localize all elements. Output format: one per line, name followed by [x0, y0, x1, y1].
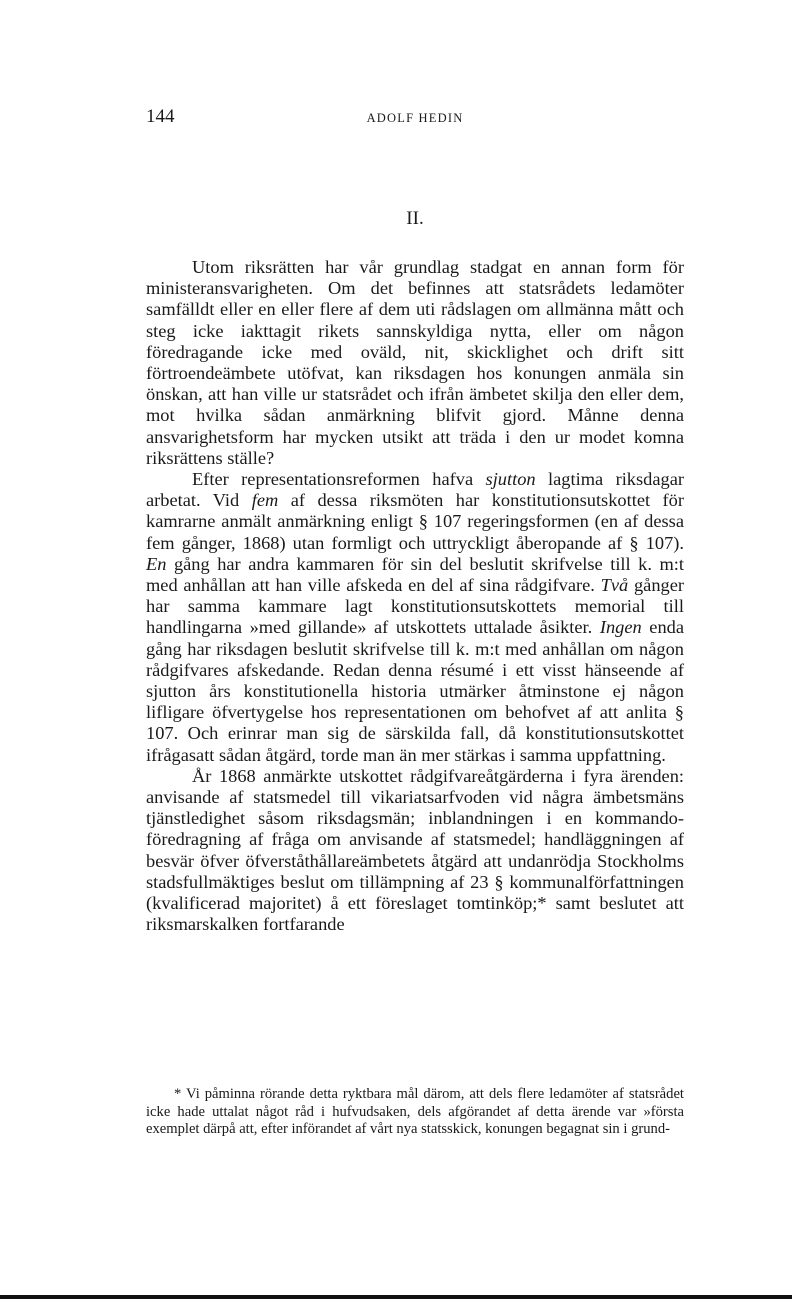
page-number: 144	[146, 106, 175, 127]
body-text	[146, 257, 684, 936]
scan-bottom-edge	[0, 1295, 792, 1299]
emphasis-tva: Två	[600, 575, 629, 596]
paragraph-2-text: enda gång har riksdagen beslutit skrifvelse till k. m:t med anhållan om någon rådgifvares afskedande. Redan denna résumé i ett visst hänseende af sjutton års konstitutionella historia utmärker åtminstone ej någon lifligare öfvertygelse hos representationen om behofvet af att anlita § 107. Och erinrar man sig de särskilda fall, då konstitutionsutskottet ifrågasatt sådan åtgärd, torde man än mer stärkas i samma uppfattning.	[146, 617, 684, 765]
emphasis-en: En	[146, 553, 167, 574]
paragraph-2-text: Efter representationsreformen hafva	[192, 469, 486, 490]
paragraph-2-text: lagtima riksdagar arbetat. Vid	[146, 469, 684, 511]
paragraph-2-text: gånger har samma kammare lagt konstitutionsutskottets memorial till handlingarna »med gillande» af utskottets uttalade åsikter.	[146, 575, 684, 638]
paragraph-2-text: af dessa riksmöten har konstitutionsutskottet för kamrarne anmält anmärkning enligt § 107 regeringsformen (en af dessa fem gånger, 1868) utan formligt och uttryckligt åberopande af § 107).	[146, 490, 684, 553]
running-head: ADOLF HEDIN	[366, 111, 464, 125]
emphasis-fem: fem	[251, 490, 279, 511]
footnote-text: * Vi påminna rörande detta ryktbara mål därom, att dels flere ledamöter af statsrådet icke hade uttalat något råd i hufvudsaken, dels afgörandet af detta ärende var »första exemplet därpå att, efter införandet af vårt nya statsskick, konungen begagnat sin i grund-	[146, 1086, 684, 1138]
paragraph-3: År 1868 anmärkte utskottet rådgifvareåtgärderna i fyra ärenden: anvisande af statsmedel till vikariatsarfvoden vid några ämbetsmäns tjänstledighet såsom riksdagsmän; inblandningen i en kommando-föredragning af fråga om anvisande af statsmedel; handläggningen af besvär öfver öfverståthållareämbetets åtgärd att undanrödja Stockholms stadsfullmäktiges beslut om tillämpning af 23 § kommunalförfattningen (kvalificerad majoritet) å ett föreslaget tomtinköp;* samt beslutet att riksmarskalken fortfarande	[146, 765, 684, 935]
emphasis-sjutton: sjutton	[485, 469, 536, 490]
section-heading: II.	[406, 208, 424, 229]
paragraph-2	[146, 469, 684, 766]
paragraph-2-text: gång har andra kammaren för sin del beslutit skrifvelse till k. m:t med anhållan att han ville afskeda en del af sina rådgifvare.	[146, 553, 684, 596]
page-header	[146, 106, 684, 130]
paragraph-1: Utom riksrätten har vår grundlag stadgat en annan form för ministeransvarigheten. Om det befinnes att statsrådets ledamöter samfälldt eller en eller flere af dem uti rådslagen om allmänna mått och steg icke iakttagit rikets sannskyldiga nytta, eller om någon föredragande icke med oväld, nit, skicklighet och drift sitt förtroendeämbete utöfvat, kan riksdagen hos konungen anmäla sin önskan, att han ville ur statsrådet och ifrån ämbetet skilja den eller dem, mot hvilka sådan anmärkning blifvit gjord. Månne denna ansvarighetsform har mycken utsikt att träda i den ur modet komna riksrättens ställe?	[146, 257, 684, 468]
emphasis-ingen: Ingen	[599, 617, 642, 638]
footnote	[146, 1086, 684, 1139]
